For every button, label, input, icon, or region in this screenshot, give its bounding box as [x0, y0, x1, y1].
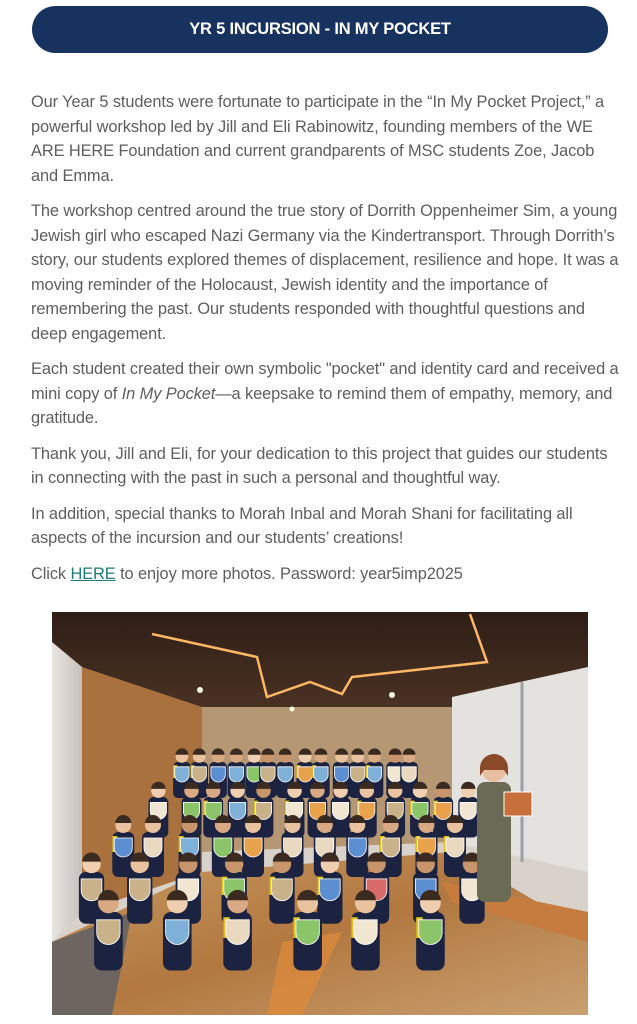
pocket-artwork: [192, 767, 206, 782]
pocket-artwork: [367, 767, 381, 782]
pocket-artwork: [298, 767, 312, 782]
paragraph-photos-link: [31, 562, 621, 587]
pocket-artwork: [348, 838, 366, 857]
pocket-artwork: [419, 920, 442, 945]
student: [228, 782, 248, 838]
paragraph-special-thanks: In addition, special thanks to Morah Inbal and Morah Shani for facilitating all aspects of the incursion and our students’ creations!: [31, 504, 573, 547]
student: [351, 890, 380, 971]
group-photo-illustration: [52, 612, 588, 1015]
pocket-artwork: [261, 767, 275, 782]
pocket-artwork: [97, 920, 120, 945]
pocket-artwork: [229, 767, 243, 782]
book: [504, 792, 532, 816]
book-title: In My Pocket: [121, 384, 216, 403]
password-text: to enjoy more photos. Password: year5imp2025: [115, 564, 463, 583]
student: [163, 890, 192, 971]
pocket-artwork: [332, 802, 348, 819]
student: [331, 782, 351, 838]
paragraph-intro: Our Year 5 students were fortunate to participate in the “In My Pocket Project,” a powerful workshop led by Jill and Eli Rabinowitz, founding members of the WE ARE HERE Foundation and current grandparents of MSC students Zoe, Jacob and Emma.: [31, 93, 605, 185]
click-prefix: Click: [31, 564, 71, 583]
pocket-artwork: [382, 838, 400, 857]
downlight: [197, 687, 203, 693]
photos-link[interactable]: HERE: [70, 564, 116, 583]
student: [346, 815, 368, 877]
student: [94, 890, 123, 971]
banner-title: YR 5 INCURSION - IN MY POCKET: [189, 20, 451, 38]
pocket-artwork: [314, 767, 328, 782]
paragraph-thanks: Thank you, Jill and Eli, for your dedication to this project that guides our students in connecting with the past in such a personal and thoughtful way.: [31, 444, 608, 487]
group-photo: [52, 612, 588, 1015]
left-wall: [52, 642, 82, 942]
downlight: [389, 692, 395, 698]
pocket-artwork: [175, 767, 189, 782]
pocket-artwork: [114, 838, 132, 857]
student: [127, 852, 152, 923]
section-banner: [32, 6, 608, 53]
pocket-artwork: [446, 838, 464, 857]
student: [242, 815, 264, 877]
paragraph-workshop: The workshop centred around the true story of Dorrith Oppenheimer Sim, a young Jewish girl who escaped Nazi Germany via the Kindertransport. Through Dorrith’s story, our students explored themes of displacement, resilience and hope. It was a moving reminder of the Holocaust, Jewish identity and the importance of remembering the past. Our students responded with thoughtful questions and deep engagement.: [31, 202, 619, 343]
pocket-artwork: [272, 879, 293, 901]
glass-wall: [452, 667, 588, 872]
student: [293, 890, 322, 971]
pocket-artwork: [402, 767, 416, 782]
paragraph-pocket-before: Each student created their own symbolic "pocket" and identity card and received a mini copy of: [31, 360, 619, 403]
student: [444, 815, 466, 877]
pocket-artwork: [320, 879, 341, 901]
pocket-artwork: [166, 920, 189, 945]
pocket-artwork: [129, 879, 150, 901]
pocket-artwork: [296, 920, 319, 945]
article-body: [31, 90, 621, 586]
paragraph-pocket-after: —a keepsake to remind them of empathy, memory, and gratitude.: [31, 384, 613, 427]
pocket-artwork: [230, 802, 246, 819]
pocket-artwork: [244, 838, 262, 857]
pocket-artwork: [278, 767, 292, 782]
pocket-artwork: [226, 920, 249, 945]
pocket-artwork: [144, 838, 162, 857]
paragraph-pocket: [31, 357, 621, 431]
student: [223, 890, 252, 971]
student: [317, 852, 342, 923]
pocket-artwork: [334, 767, 348, 782]
student: [269, 852, 294, 923]
pocket-artwork: [388, 767, 402, 782]
pocket-artwork: [460, 802, 476, 819]
pocket-artwork: [354, 920, 377, 945]
pocket-artwork: [435, 802, 451, 819]
student: [112, 815, 134, 877]
pocket-artwork: [351, 767, 365, 782]
downlight: [290, 707, 295, 712]
pocket-artwork: [211, 767, 225, 782]
student: [416, 890, 445, 971]
